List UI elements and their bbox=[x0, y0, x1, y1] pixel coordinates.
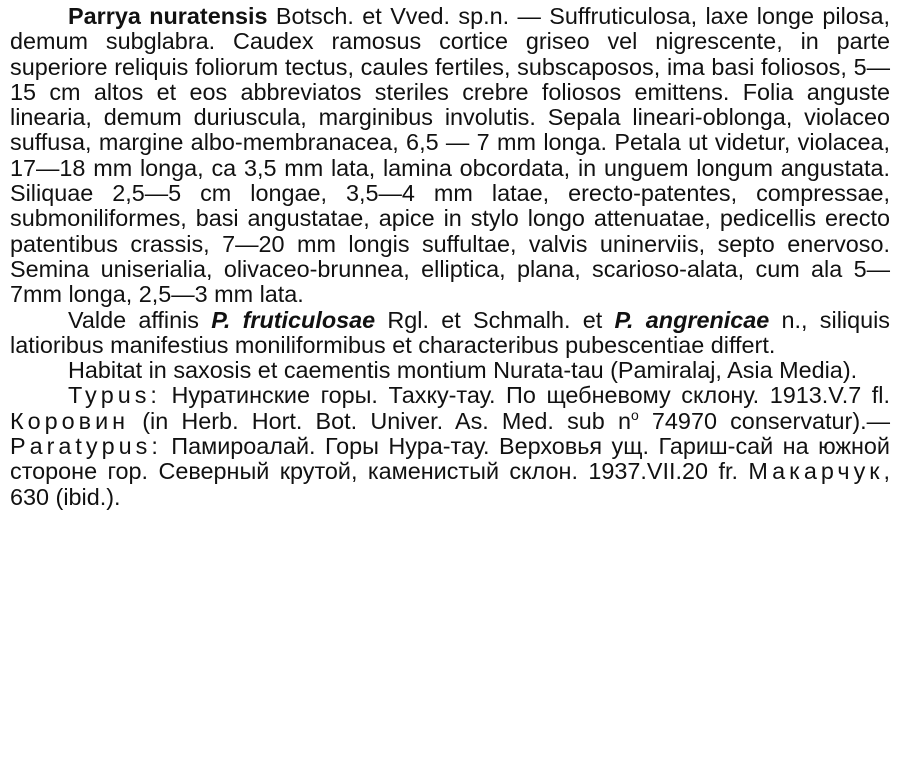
habitat-paragraph bbox=[10, 358, 890, 383]
diagnosis-text: Botsch. et Vved. sp.n. — Suffruticulosa, laxe longe pilosa, demum subglabra. Caudex ramosus cortice griseo vel nigrescente, in parte superiore reliquis foliorum tectus, caules fertiles, subscaposos, ima basi foliosos, 5—15 cm altos et eos abbreviatos steriles crebre foliosos emittens. Folia anguste linearia, demum duriuscula, marginibus involutis. Sepala lineari-oblonga, violaceo suffusa, margine albo-membranacea, 6,5 — 7 mm longa. Petala ut videtur, violacea, 17—18 mm longa, ca 3,5 mm lata, lamina obcordata, in unguem longum angustata. Siliquae 2,5—5 cm longae, 3,5—4 mm latae, erecto-patentes, compressae, submoniliformes, basi angustatae, apice in stylo longo attenuatae, pedicellis erecto patentibus crassis, 7—20 mm longis suffultae, valvis uninerviis, septo enervoso. Semina uniserialia, olivaceo-brunnea, elliptica, plana, scarioso-alata, cum ala 5—7mm longa, 2,5—3 mm lata. bbox=[10, 3, 890, 308]
affinity-paragraph bbox=[10, 308, 890, 359]
types-paragraph bbox=[10, 383, 890, 509]
affinity-mid: Rgl. et Schmalh. et bbox=[375, 306, 615, 333]
paratypus-text: Памироалай. Горы Нура-тау. Верховья ущ. Гариш-сай на южной стороне гор. Северный крутой, каменистый склон. 1937.VII.20 fr. bbox=[10, 433, 890, 485]
collector-name-2: Макарчук bbox=[748, 458, 884, 485]
related-species-1: P. fruticulosae bbox=[211, 306, 376, 333]
paratypus-label: Paratypus: bbox=[10, 433, 162, 460]
collector-name-1: Коровин bbox=[10, 407, 130, 434]
affinity-rest: n., siliquis latioribus manifestius moniliformibus et characteribus pubescentiae differt. bbox=[10, 306, 890, 358]
diagnosis-paragraph bbox=[10, 4, 890, 308]
habitat-text: Habitat in saxosis et caementis montium Nurata-tau (Pamiralaj, Asia Media). bbox=[68, 357, 858, 384]
herbarium-number: 74970 conservatur).— bbox=[638, 407, 891, 434]
number-superscript: o bbox=[630, 406, 639, 423]
herbarium-text: (in Herb. Hort. Bot. Univer. As. Med. sub n bbox=[129, 407, 631, 434]
typus-text: Нуратинские горы. Тахку-тау. По щебневому склону. 1913.V.7 fl. bbox=[160, 382, 890, 409]
typus-label: Typus: bbox=[68, 382, 161, 409]
species-name: Parrya nuratensis bbox=[68, 3, 268, 29]
types-tail: , 630 (ibid.). bbox=[10, 458, 890, 510]
related-species-2: P. angrenicae bbox=[614, 306, 770, 333]
affinity-prefix: Valde affinis bbox=[68, 306, 212, 333]
